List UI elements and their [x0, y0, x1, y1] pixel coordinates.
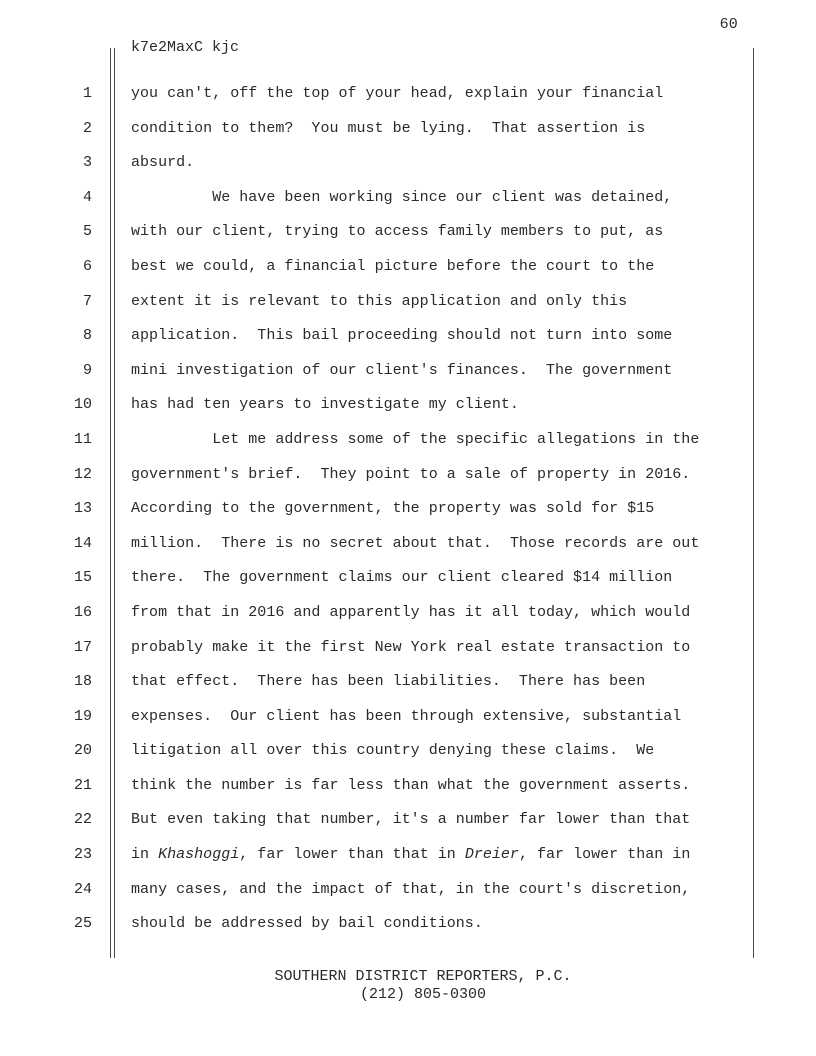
- transcript-line: [0, 700, 816, 735]
- line-number: 17: [73, 638, 92, 656]
- text-segment: with our client, trying to access family members to put, as: [131, 223, 664, 241]
- line-text: [131, 189, 672, 206]
- transcript-line: [0, 803, 816, 838]
- text-segment: in: [131, 846, 159, 864]
- line-number: 8: [82, 327, 92, 345]
- line-text: [131, 708, 681, 725]
- text-segment: condition to them? You must be lying. That assertion is: [131, 119, 646, 137]
- footer: [0, 968, 816, 1004]
- transcript-line: [0, 907, 816, 942]
- line-number: 10: [73, 396, 92, 414]
- text-segment: , far lower than that in: [239, 846, 465, 864]
- line-number: 21: [73, 776, 92, 794]
- line-text: [131, 431, 699, 448]
- line-number: 24: [73, 880, 92, 898]
- transcript-line: [0, 734, 816, 769]
- text-segment: that effect. There has been liabilities. There has been: [131, 673, 646, 691]
- line-number: 20: [73, 742, 92, 760]
- text-segment: We have been working since our client was detained,: [131, 188, 673, 206]
- line-text: [131, 846, 690, 863]
- transcript-line: [0, 596, 816, 631]
- line-text: [131, 396, 519, 413]
- line-number: 9: [82, 361, 92, 379]
- line-text: [131, 811, 690, 828]
- line-text: [131, 569, 672, 586]
- text-segment: litigation all over this country denying these claims. We: [131, 742, 655, 760]
- line-text: [131, 362, 672, 379]
- header-id: k7e2MaxC kjc: [131, 39, 240, 56]
- line-number: 3: [82, 154, 92, 172]
- line-text: [131, 223, 663, 240]
- footer-phone: (212) 805-0300: [359, 986, 487, 1003]
- text-segment: Let me address some of the specific allegations in the: [131, 430, 700, 448]
- line-text: [131, 466, 690, 483]
- line-number: 18: [73, 673, 92, 691]
- text-segment: best we could, a financial picture before the court to the: [131, 257, 655, 275]
- line-text: [131, 881, 690, 898]
- line-text: [131, 673, 645, 690]
- text-segment: probably make it the first New York real estate transaction to: [131, 638, 691, 656]
- line-number: 12: [73, 465, 92, 483]
- transcript-line: [0, 77, 816, 112]
- transcript-body: [0, 77, 816, 942]
- case-name-italic: Dreier: [464, 846, 519, 864]
- line-number: 25: [73, 915, 92, 933]
- line-text: [131, 639, 690, 656]
- transcript-line: [0, 492, 816, 527]
- line-number: 14: [73, 534, 92, 552]
- line-text: [131, 327, 672, 344]
- transcript-line: [0, 423, 816, 458]
- transcript-line: [0, 769, 816, 804]
- line-text: [131, 293, 627, 310]
- line-text: [131, 154, 194, 171]
- line-number: 15: [73, 569, 92, 587]
- case-name-italic: Khashoggi: [158, 846, 240, 864]
- line-text: [131, 535, 699, 552]
- text-segment: many cases, and the impact of that, in the court's discretion,: [131, 880, 691, 898]
- transcript-line: [0, 112, 816, 147]
- line-text: [131, 915, 483, 932]
- text-segment: should be addressed by bail conditions.: [131, 915, 483, 933]
- page-number: 60: [719, 16, 738, 33]
- text-segment: But even taking that number, it's a number far lower than that: [131, 811, 691, 829]
- text-segment: , far lower than in: [518, 846, 691, 864]
- line-number: 13: [73, 500, 92, 518]
- line-text: [131, 777, 690, 794]
- transcript-line: [0, 838, 816, 873]
- line-number: 22: [73, 811, 92, 829]
- text-segment: extent it is relevant to this application and only this: [131, 292, 628, 310]
- transcript-line: [0, 319, 816, 354]
- transcript-line: [0, 665, 816, 700]
- transcript-line: [0, 215, 816, 250]
- text-segment: According to the government, the property was sold for $15: [131, 500, 655, 518]
- text-segment: mini investigation of our client's finances. The government: [131, 361, 673, 379]
- transcript-line: [0, 181, 816, 216]
- transcript-line: [0, 285, 816, 320]
- transcript-line: [0, 354, 816, 389]
- footer-reporter-name: SOUTHERN DISTRICT REPORTERS, P.C.: [274, 968, 572, 985]
- line-number: 6: [82, 257, 92, 275]
- line-text: [131, 500, 654, 517]
- line-text: [131, 85, 663, 102]
- line-number: 1: [82, 85, 92, 102]
- text-segment: think the number is far less than what the government asserts.: [131, 776, 691, 794]
- line-number: 11: [73, 430, 92, 448]
- line-number: 2: [82, 119, 92, 137]
- line-number: 19: [73, 707, 92, 725]
- text-segment: million. There is no secret about that. Those records are out: [131, 534, 700, 552]
- transcript-line: [0, 527, 816, 562]
- text-segment: absurd.: [131, 154, 195, 172]
- transcript-line: [0, 873, 816, 908]
- transcript-line: [0, 388, 816, 423]
- text-segment: has had ten years to investigate my client.: [131, 396, 519, 414]
- line-text: [131, 120, 645, 137]
- transcript-line: [0, 250, 816, 285]
- text-segment: you can't, off the top of your head, explain your financial: [131, 85, 664, 102]
- line-number: 23: [73, 846, 92, 864]
- text-segment: from that in 2016 and apparently has it all today, which would: [131, 603, 691, 621]
- transcript-line: [0, 458, 816, 493]
- line-number: 16: [73, 603, 92, 621]
- text-segment: there. The government claims our client cleared $14 million: [131, 569, 673, 587]
- transcript-line: [0, 631, 816, 666]
- text-segment: application. This bail proceeding should not turn into some: [131, 327, 673, 345]
- text-segment: expenses. Our client has been through extensive, substantial: [131, 707, 682, 725]
- line-text: [131, 742, 654, 759]
- line-number: 4: [82, 188, 92, 206]
- line-text: [131, 258, 654, 275]
- line-text: [131, 604, 690, 621]
- line-number: 5: [82, 223, 92, 241]
- text-segment: government's brief. They point to a sale of property in 2016.: [131, 465, 691, 483]
- line-number: 7: [82, 292, 92, 310]
- transcript-line: [0, 146, 816, 181]
- transcript-line: [0, 561, 816, 596]
